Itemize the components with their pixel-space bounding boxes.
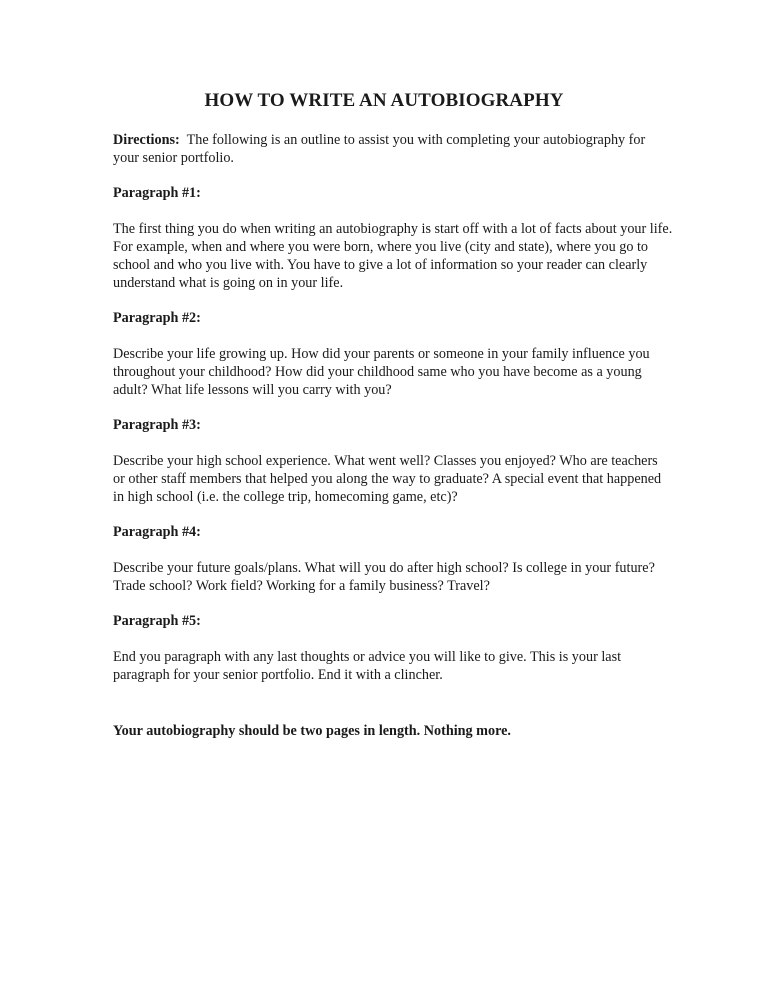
directions <box>113 131 673 167</box>
paragraph-1-body: The first thing you do when writing an autobiography is start off with a lot of facts about your life. For example, when and where you were born, where you live (city and state), where you go to school and who you live with. You have to give a lot of information so your reader can clearly understand what is going on in your life. <box>113 221 673 291</box>
closing-note: Your autobiography should be two pages in length. Nothing more. <box>113 723 511 739</box>
paragraph-3-heading: Paragraph #3: <box>113 417 201 433</box>
document-body <box>113 131 673 701</box>
paragraph-3-body: Describe your high school experience. What went well? Classes you enjoyed? Who are teachers or other staff members that helped you along the way to graduate? A special event that happened in high school (i.e. the college trip, homecoming game, etc)? <box>113 453 662 505</box>
paragraph-4-heading: Paragraph #4: <box>113 524 201 540</box>
paragraph-4-body: Describe your future goals/plans. What will you do after high school? Is college in your future? Trade school? Work field? Working for a family business? Travel? <box>113 560 655 594</box>
directions-label: Directions: <box>113 132 180 148</box>
paragraph-5-heading: Paragraph #5: <box>113 613 201 629</box>
paragraph-2-heading: Paragraph #2: <box>113 310 201 326</box>
document-title: HOW TO WRITE AN AUTOBIOGRAPHY <box>204 90 564 111</box>
directions-text: The following is an outline to assist you with completing your autobiography for your senior portfolio. <box>113 132 646 166</box>
paragraph-1-heading: Paragraph #1: <box>113 185 201 201</box>
paragraph-5-body: End you paragraph with any last thoughts or advice you will like to give. This is your last paragraph for your senior portfolio. End it with a clincher. <box>113 649 622 683</box>
paragraph-2-body: Describe your life growing up. How did your parents or someone in your family influence you throughout your childhood? How did your childhood same who you have become as a young adult? What life lessons will you carry with you? <box>113 346 650 398</box>
